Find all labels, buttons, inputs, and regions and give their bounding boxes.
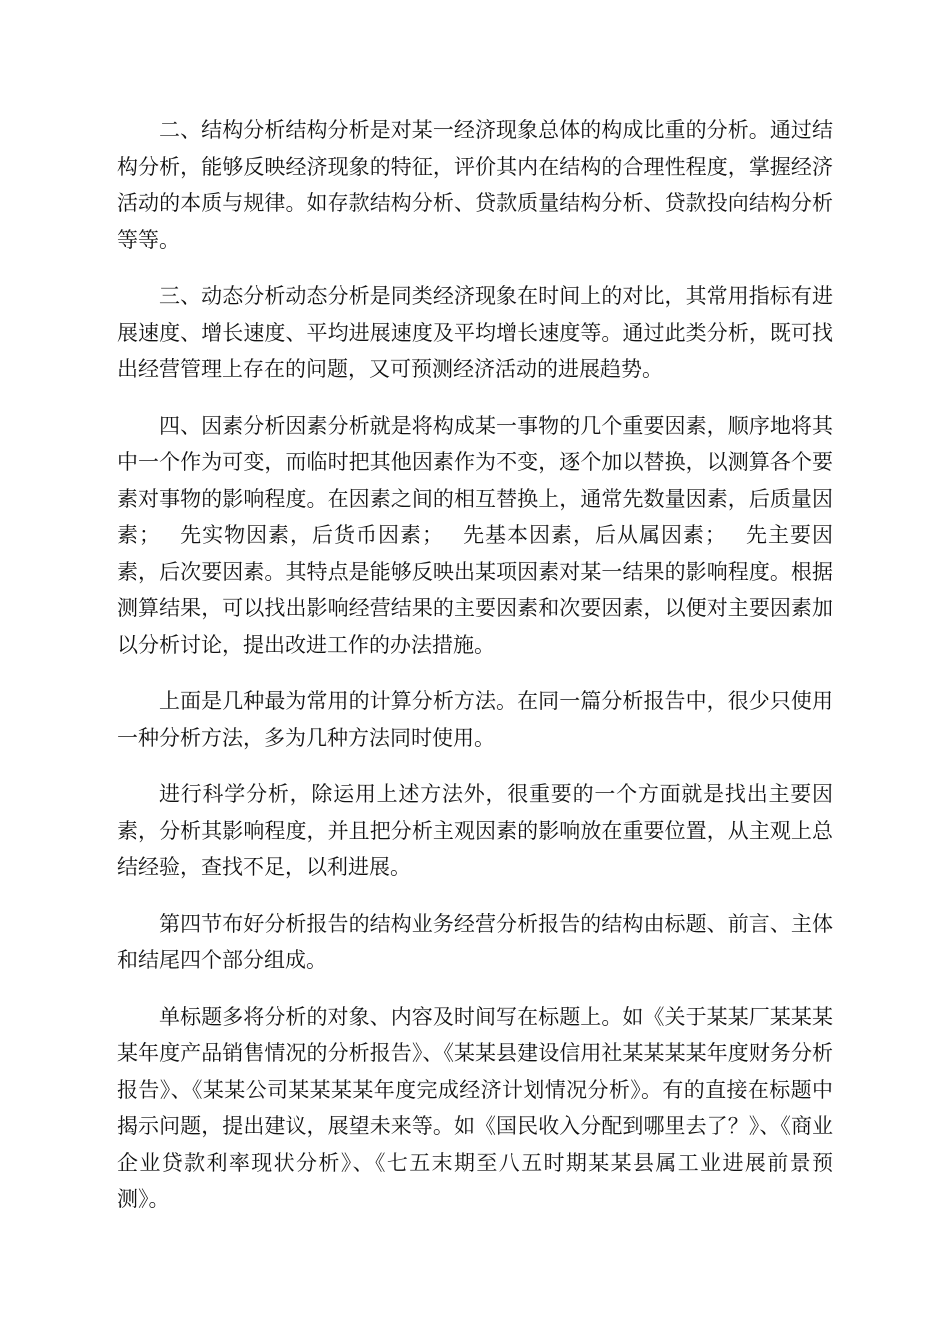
paragraph-scientific-analysis: 进行科学分析，除运用上述方法外，很重要的一个方面就是找出主要因素，分析其影响程度，并且把分析主观因素的影响放在重要位置，从主观上总结经验，查找不足，以利进展。 bbox=[117, 782, 833, 879]
paragraph-structure-analysis: 二、结构分析结构分析是对某一经济现象总体的构成比重的分析。通过结构分析，能够反映经济现象的特征，评价其内在结构的合理性程度，掌握经济活动的本质与规律。如存款结构分析、贷款质量结构分析、贷款投向结构分析等等。 bbox=[117, 118, 833, 252]
paragraph-factor-analysis: 四、因素分析因素分析就是将构成某一事物的几个重要因素，顺序地将其中一个作为可变，而临时把其他因素作为不变，逐个加以替换，以测算各个要素对事物的影响程度。在因素之间的相互替换上，通常先数量因素，后质量因素； 先实物因素，后货币因素； 先基本因素，后从属因素； 先主要因素，后次要因素。其特点是能够反映出某项因素对某一结果的影响程度。根据测算结果，可以找出影响经营结果的主要因素和次要因素，以便对主要因素加以分析讨论，提出改进工作的办法措施。 bbox=[117, 413, 833, 657]
paragraph-common-methods: 上面是几种最为常用的计算分析方法。在同一篇分析报告中，很少只使用一种分析方法，多为几种方法同时使用。 bbox=[117, 689, 833, 750]
paragraph-dynamic-analysis: 三、动态分析动态分析是同类经济现象在时间上的对比，其常用指标有进展速度、增长速度、平均进展速度及平均增长速度等。通过此类分析，既可找出经营管理上存在的问题，又可预测经济活动的进展趋势。 bbox=[117, 284, 833, 381]
document-body bbox=[117, 112, 833, 1238]
paragraph-single-title: 单标题多将分析的对象、内容及时间写在标题上。如《关于某某厂某某某某年度产品销售情况的分析报告》、《某某县建设信用社某某某某年度财务分析报告》、《某某公司某某某某年度完成经济计划情况分析》。有的直接在标题中揭示问题，提出建议，展望未来等。如《国民收入分配到哪里去了？》、《商业企业贷款利率现状分析》、《七五末期至八五时期某某县属工业进展前景预测》。 bbox=[117, 1004, 833, 1211]
paragraph-report-structure: 第四节布好分析报告的结构业务经营分析报告的结构由标题、前言、主体和结尾四个部分组成。 bbox=[117, 911, 833, 972]
